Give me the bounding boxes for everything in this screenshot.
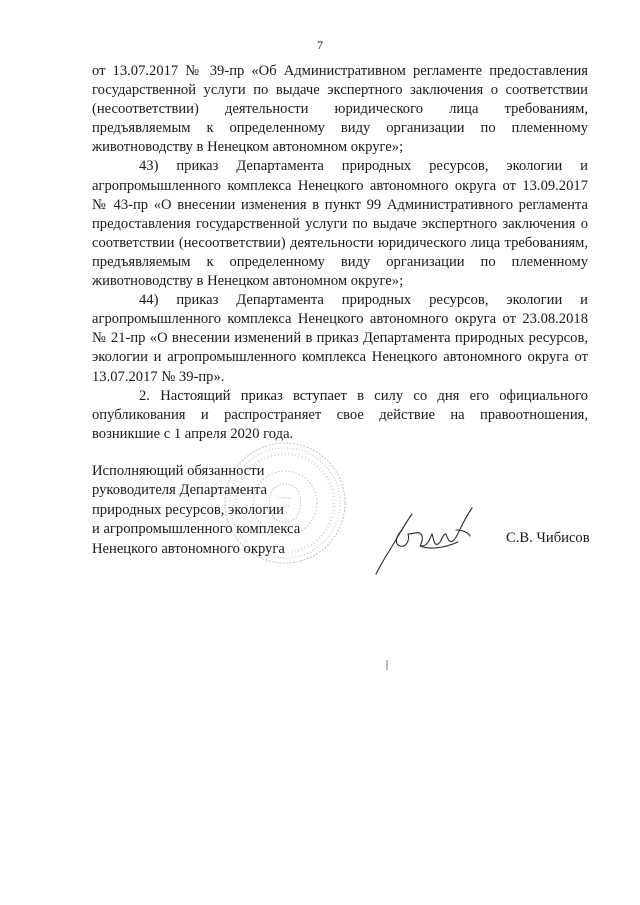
paragraph-item-43: 43) приказ Департамента природных ресурсов, экологии и агропромышленного комплекса Ненецкого автономного округа от 13.09.2017 № 43-пр «О внесении изменения в пункт 99 Административного регламента предоставления государственной услуги по выдаче экспертного заключения о соответствии (несоответствии) деятельности юридического лица требованиям, предъявляемым к определенному виду организации по племенному животноводству в Ненецком автономном округе»; xyxy=(92,158,588,290)
signature-block xyxy=(92,462,301,559)
scan-artifact xyxy=(386,660,388,670)
page-number: 7 xyxy=(317,38,323,52)
signer-title-line-2: руководителя Департамента xyxy=(92,482,268,499)
body-text xyxy=(92,62,588,444)
handwritten-signature-icon xyxy=(372,500,492,580)
signer-name: С.В. Чибисов xyxy=(506,530,590,546)
signer-title-line-1: Исполняющий обязанности xyxy=(92,463,265,479)
paragraph-item-44: 44) приказ Департамента природных ресурсов, экологии и агропромышленного комплекса Ненецкого автономного округа от 23.08.2018 № 21-пр «О внесении изменений в приказ Департамента природных ресурсов, экологии и агропромышленного комплекса Ненецкого автономного округа от 13.07.2017 № 39-пр». xyxy=(92,292,588,385)
paragraph-clause-2: 2. Настоящий приказ вступает в силу со дня его официального опубликования и распространяет свое действие на правоотношения, возникшие с 1 апреля 2020 года. xyxy=(92,387,588,442)
signer-title-line-4: и агропромышленного комплекса xyxy=(92,521,301,538)
signer-title-line-3: природных ресурсов, экологии xyxy=(92,501,284,518)
signer-title-line-5: Ненецкого автономного округа xyxy=(92,540,285,557)
paragraph-continuation: от 13.07.2017 № 39-пр «Об Административном регламенте предоставления государственной услуги по выдаче экспертного заключения о соответствии (несоответствии) деятельности юридического лица требованиям, предъявляемым к определенному виду организации по племенному животноводству в Ненецком автономном округе»; xyxy=(92,63,588,156)
